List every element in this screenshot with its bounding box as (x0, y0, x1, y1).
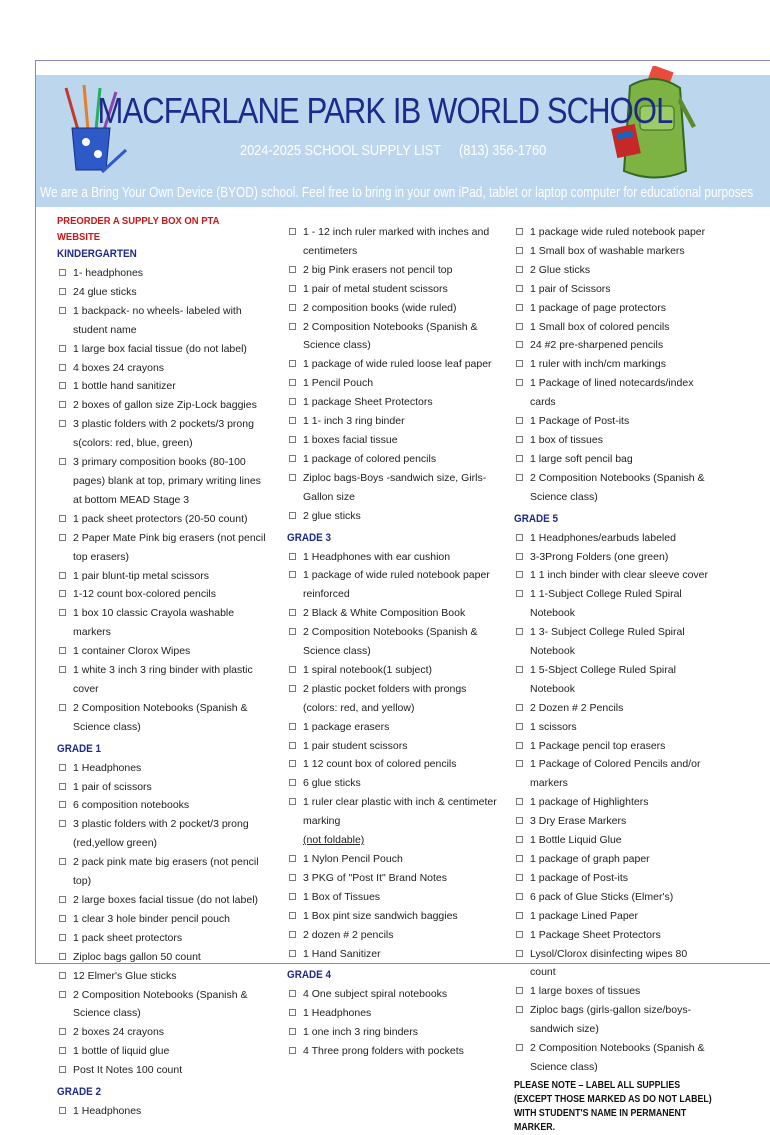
checkbox-icon (59, 666, 66, 673)
list-item: 1 Box pint size sandwich baggies (287, 907, 499, 926)
checkbox-icon (289, 553, 296, 560)
list-item: 1 Headphones/earbuds labeled (514, 529, 714, 548)
list-item: 2 composition books (wide ruled) (287, 299, 499, 318)
checkbox-icon (59, 1028, 66, 1035)
checkbox-icon (289, 912, 296, 919)
list-item: 1 package Sheet Protectors (287, 393, 499, 412)
list-item: 24 glue sticks (57, 283, 272, 302)
list-item: 2 big Pink erasers not pencil top (287, 261, 499, 280)
list-item: 1 one inch 3 ring binders (287, 1023, 499, 1042)
list-item: 1 bottle hand sanitizer (57, 377, 272, 396)
list-item: 2 Composition Notebooks (Spanish & Science class) (287, 623, 499, 661)
checkbox-icon (516, 304, 523, 311)
checkbox-icon (59, 458, 66, 465)
list-item: 1 ruler with inch/cm markings (514, 355, 714, 374)
grade4-list-start (287, 985, 499, 1061)
list-item: 1 white 3 inch 3 ring binder with plastic cover (57, 661, 272, 699)
checkbox-icon (59, 704, 66, 711)
column-2 (287, 223, 499, 1061)
list-item: 1 Box of Tissues (287, 888, 499, 907)
byod-notice: We are a Bring Your Own Device (BYOD) school. Feel free to bring in your own iPad, tablet or laptop computer for educational purposes (40, 184, 754, 201)
checkbox-icon (516, 266, 523, 273)
list-item: 1 - 12 inch ruler marked with inches and centimeters (287, 223, 499, 261)
list-item: 2 large boxes facial tissue (do not label) (57, 891, 272, 910)
list-item: 3 primary composition books (80-100 pages) blank at top, primary writing lines at bottom MEAD Stage 3 (57, 453, 272, 510)
list-item: 1 Package of Post-its (514, 412, 714, 431)
list-item: 1 12 count box of colored pencils (287, 755, 499, 774)
list-item: 1 package of wide ruled loose leaf paper (287, 355, 499, 374)
grade4-list-cont (514, 223, 714, 507)
list-item: 12 Elmer's Glue sticks (57, 967, 272, 986)
list-item: 1 pair of metal student scissors (287, 280, 499, 299)
list-item: 2 plastic pocket folders with prongs (colors: red, and yellow) (287, 680, 499, 718)
checkbox-icon (516, 836, 523, 843)
checkbox-icon (289, 666, 296, 673)
checkbox-icon (289, 950, 296, 957)
list-item: 1 pack sheet protectors (20-50 count) (57, 510, 272, 529)
list-item: 2 Paper Mate Pink big erasers (not pencil top erasers) (57, 529, 272, 567)
column-1 (57, 213, 272, 1121)
checkbox-icon (516, 379, 523, 386)
checkbox-icon (289, 512, 296, 519)
not-foldable-note: (not foldable) (303, 834, 365, 847)
checkbox-icon (516, 590, 523, 597)
list-item: 1 package erasers (287, 718, 499, 737)
checkbox-icon (516, 987, 523, 994)
checkbox-icon (516, 417, 523, 424)
list-item: 2 Dozen # 2 Pencils (514, 699, 714, 718)
checkbox-icon (289, 474, 296, 481)
list-item: 2 Composition Notebooks (Spanish & Science class) (287, 318, 499, 356)
list-item: 3 PKG of "Post It" Brand Notes (287, 869, 499, 888)
checkbox-icon (516, 874, 523, 881)
list-item: 4 Three prong folders with pockets (287, 1042, 499, 1061)
checkbox-icon (59, 953, 66, 960)
checkbox-icon (516, 534, 523, 541)
checkbox-icon (289, 723, 296, 730)
list-item: Post It Notes 100 count (57, 1061, 272, 1080)
kindergarten-heading: KINDERGARTEN (57, 248, 137, 260)
grade4-heading: GRADE 4 (287, 969, 332, 982)
list-item: 1 Headphones (287, 1004, 499, 1023)
checkbox-icon (59, 534, 66, 541)
checkbox-icon (516, 360, 523, 367)
checkbox-icon (289, 798, 296, 805)
list-item: 1 boxes facial tissue (287, 431, 499, 450)
list-item: 1 clear 3 hole binder pencil pouch (57, 910, 272, 929)
grade1-heading: GRADE 1 (57, 742, 102, 755)
checkbox-icon (516, 742, 523, 749)
checkbox-icon (289, 571, 296, 578)
list-item: 1 Package pencil top erasers (514, 737, 714, 756)
list-item: 1 1- inch 3 ring binder (287, 412, 499, 431)
checkbox-icon (516, 912, 523, 919)
list-item: 4 One subject spiral notebooks (287, 985, 499, 1004)
list-item: 1 package of wide ruled notebook paper reinforced (287, 566, 499, 604)
checkbox-icon (59, 572, 66, 579)
checkbox-icon (59, 972, 66, 979)
checkbox-icon (289, 285, 296, 292)
checkbox-icon (516, 628, 523, 635)
list-item: 3 plastic folders with 2 pocket/3 prong (red,yellow green) (57, 815, 272, 853)
checkbox-icon (289, 266, 296, 273)
list-item: 1 Small box of washable markers (514, 242, 714, 261)
list-item: 1 Package Sheet Protectors (514, 926, 714, 945)
grade1-list (57, 759, 272, 1080)
checkbox-icon (289, 455, 296, 462)
checkbox-icon (289, 628, 296, 635)
checkbox-icon (59, 647, 66, 654)
checkbox-icon (59, 1107, 66, 1114)
checkbox-icon (59, 783, 66, 790)
checkbox-icon (289, 436, 296, 443)
checkbox-icon (59, 934, 66, 941)
checkbox-icon (516, 228, 523, 235)
list-item: 3 plastic folders with 2 pockets/3 prong s(colors: red, blue, green) (57, 415, 272, 453)
checkbox-icon (289, 360, 296, 367)
list-item: 1 Package of Colored Pencils and/or markers (514, 755, 714, 793)
list-item: 6 pack of Glue Sticks (Elmer's) (514, 888, 714, 907)
list-item: 24 #2 pre-sharpened pencils (514, 336, 714, 355)
list-item: 1 large soft pencil bag (514, 450, 714, 469)
checkbox-icon (289, 379, 296, 386)
list-item: 2 Black & White Composition Book (287, 604, 499, 623)
list-item: 1 large boxes of tissues (514, 982, 714, 1001)
checkbox-icon (59, 820, 66, 827)
list-item: 6 composition notebooks (57, 796, 272, 815)
checkbox-icon (516, 950, 523, 957)
list-item: 6 glue sticks (287, 774, 499, 793)
grade5-heading: GRADE 5 (514, 512, 559, 525)
checkbox-icon (59, 609, 66, 616)
grade3-list (287, 548, 499, 964)
list-item: 1 pair of Scissors (514, 280, 714, 299)
list-item: 2 Composition Notebooks (Spanish & Science class) (57, 699, 272, 737)
list-item: 1 spiral notebook(1 subject) (287, 661, 499, 680)
checkbox-icon (289, 931, 296, 938)
list-item: 2 Composition Notebooks (Spanish & Science class) (514, 1039, 714, 1077)
checkbox-icon (59, 401, 66, 408)
checkbox-icon (59, 896, 66, 903)
list-item: 4 boxes 24 crayons (57, 359, 272, 378)
checkbox-icon (516, 247, 523, 254)
list-item: 2 Composition Notebooks (Spanish & Science class) (57, 986, 272, 1024)
list-item: 1 Small box of colored pencils (514, 318, 714, 337)
checkbox-icon (59, 991, 66, 998)
checkbox-icon (516, 474, 523, 481)
checkbox-icon (516, 571, 523, 578)
checkbox-icon (516, 285, 523, 292)
list-item: 1 large box facial tissue (do not label) (57, 340, 272, 359)
list-item: 1 box of tissues (514, 431, 714, 450)
checkbox-icon (59, 590, 66, 597)
checkbox-icon (289, 874, 296, 881)
grade2-heading: GRADE 2 (57, 1086, 102, 1099)
list-item: Ziploc bags-Boys -sandwich size, Girls-Gallon size (287, 469, 499, 507)
checkbox-icon (516, 666, 523, 673)
list-item: 1 container Clorox Wipes (57, 642, 272, 661)
list-item: 2 dozen # 2 pencils (287, 926, 499, 945)
checkbox-icon (516, 760, 523, 767)
column-3 (514, 223, 714, 1135)
checkbox-icon (289, 1047, 296, 1054)
list-item: 3-3Prong Folders (one green) (514, 548, 714, 567)
list-item: 2 pack pink mate big erasers (not pencil top) (57, 853, 272, 891)
list-item: Ziploc bags (girls-gallon size/boys-sandwich size) (514, 1001, 714, 1039)
preorder-link[interactable]: PREORDER A SUPPLY BOX ON PTA WEBSITE (57, 215, 220, 243)
checkbox-icon (289, 417, 296, 424)
list-item: 3 Dry Erase Markers (514, 812, 714, 831)
list-item: 1 Package of lined notecards/index cards (514, 374, 714, 412)
list-item: 1 5-Sbject College Ruled Spiral Notebook (514, 661, 714, 699)
checkbox-icon (516, 323, 523, 330)
checkbox-icon (59, 288, 66, 295)
checkbox-icon (289, 1009, 296, 1016)
list-item: Ziploc bags gallon 50 count (57, 948, 272, 967)
phone-number: (813) 356-1760 (459, 142, 547, 159)
checkbox-icon (289, 855, 296, 862)
checkbox-icon (289, 609, 296, 616)
list-item: 1 Hand Sanitizer (287, 945, 499, 964)
list-item: 1- headphones (57, 264, 272, 283)
list-item: 1 Headphones (57, 759, 272, 778)
checkbox-icon (289, 323, 296, 330)
list-item: 1 scissors (514, 718, 714, 737)
checkbox-icon (59, 364, 66, 371)
list-item: 1 package of Highlighters (514, 793, 714, 812)
list-item: 1 pair blunt-tip metal scissors (57, 567, 272, 586)
checkbox-icon (516, 704, 523, 711)
checkbox-icon (289, 742, 296, 749)
label-note: PLEASE NOTE – LABEL ALL SUPPLIES (EXCEPT THOSE MARKED AS DO NOT LABEL) WITH STUDENT'S NAME IN PERMANENT MARKER. (514, 1079, 712, 1133)
checkbox-icon (516, 1044, 523, 1051)
checkbox-icon (59, 382, 66, 389)
grade5-list (514, 529, 714, 1077)
checkbox-icon (289, 760, 296, 767)
checkbox-icon (289, 398, 296, 405)
checkbox-icon (59, 420, 66, 427)
checkbox-icon (289, 685, 296, 692)
list-item: 1 package of page protectors (514, 299, 714, 318)
checkbox-icon (516, 798, 523, 805)
list-item: 1 box 10 classic Crayola washable markers (57, 604, 272, 642)
kindergarten-list (57, 264, 272, 737)
list-item: 2 Composition Notebooks (Spanish & Science class) (514, 469, 714, 507)
list-item: 1 backpack- no wheels- labeled with student name (57, 302, 272, 340)
page-title: MACFARLANE PARK IB WORLD SCHOOL (97, 90, 673, 131)
checkbox-icon (59, 345, 66, 352)
list-item: 1 1 inch binder with clear sleeve cover (514, 566, 714, 585)
checkbox-icon (516, 855, 523, 862)
checkbox-icon (59, 858, 66, 865)
checkbox-icon (59, 1047, 66, 1054)
checkbox-icon (59, 915, 66, 922)
checkbox-icon (516, 455, 523, 462)
checkbox-icon (59, 515, 66, 522)
grade2-list-cont (287, 223, 499, 526)
list-item: 2 glue sticks (287, 507, 499, 526)
list-item: 1 package of colored pencils (287, 450, 499, 469)
checkbox-icon (59, 307, 66, 314)
checkbox-icon (59, 269, 66, 276)
checkbox-icon (289, 304, 296, 311)
checkbox-icon (516, 723, 523, 730)
list-item: 1 package Lined Paper (514, 907, 714, 926)
checkbox-icon (59, 1066, 66, 1073)
list-item: 1 3- Subject College Ruled Spiral Notebook (514, 623, 714, 661)
list-item: 1 Pencil Pouch (287, 374, 499, 393)
checkbox-icon (516, 817, 523, 824)
list-item: 1 pack sheet protectors (57, 929, 272, 948)
supply-list-subtitle: 2024-2025 SCHOOL SUPPLY LIST (240, 142, 442, 159)
grade3-heading: GRADE 3 (287, 531, 332, 544)
list-item: 2 boxes 24 crayons (57, 1023, 272, 1042)
checkbox-icon (289, 893, 296, 900)
list-item: 2 boxes of gallon size Zip-Lock baggies (57, 396, 272, 415)
list-item: 1 package wide ruled notebook paper (514, 223, 714, 242)
list-item: 1-12 count box-colored pencils (57, 585, 272, 604)
checkbox-icon (516, 931, 523, 938)
checkbox-icon (289, 990, 296, 997)
list-item: 1 Bottle Liquid Glue (514, 831, 714, 850)
list-item: 1 Headphones (57, 1102, 272, 1121)
list-item: 1 package of Post-its (514, 869, 714, 888)
list-item: 1 pair student scissors (287, 737, 499, 756)
checkbox-icon (516, 553, 523, 560)
checkbox-icon (516, 341, 523, 348)
list-item: 1 pair of scissors (57, 778, 272, 797)
checkbox-icon (289, 1028, 296, 1035)
list-item: 1 ruler clear plastic with inch & centimeter marking (not foldable) (287, 793, 499, 850)
grade2-list-start (57, 1102, 272, 1121)
checkbox-icon (289, 779, 296, 786)
checkbox-icon (516, 1006, 523, 1013)
list-item: 1 Nylon Pencil Pouch (287, 850, 499, 869)
checkbox-icon (516, 436, 523, 443)
list-item: Lysol/Clorox disinfecting wipes 80 count (514, 945, 714, 983)
list-item: 1 1-Subject College Ruled Spiral Notebook (514, 585, 714, 623)
list-item: 2 Glue sticks (514, 261, 714, 280)
list-item: 1 Headphones with ear cushion (287, 548, 499, 567)
list-item: 1 bottle of liquid glue (57, 1042, 272, 1061)
checkbox-icon (59, 801, 66, 808)
checkbox-icon (59, 764, 66, 771)
checkbox-icon (516, 893, 523, 900)
list-item: 1 package of graph paper (514, 850, 714, 869)
checkbox-icon (289, 228, 296, 235)
